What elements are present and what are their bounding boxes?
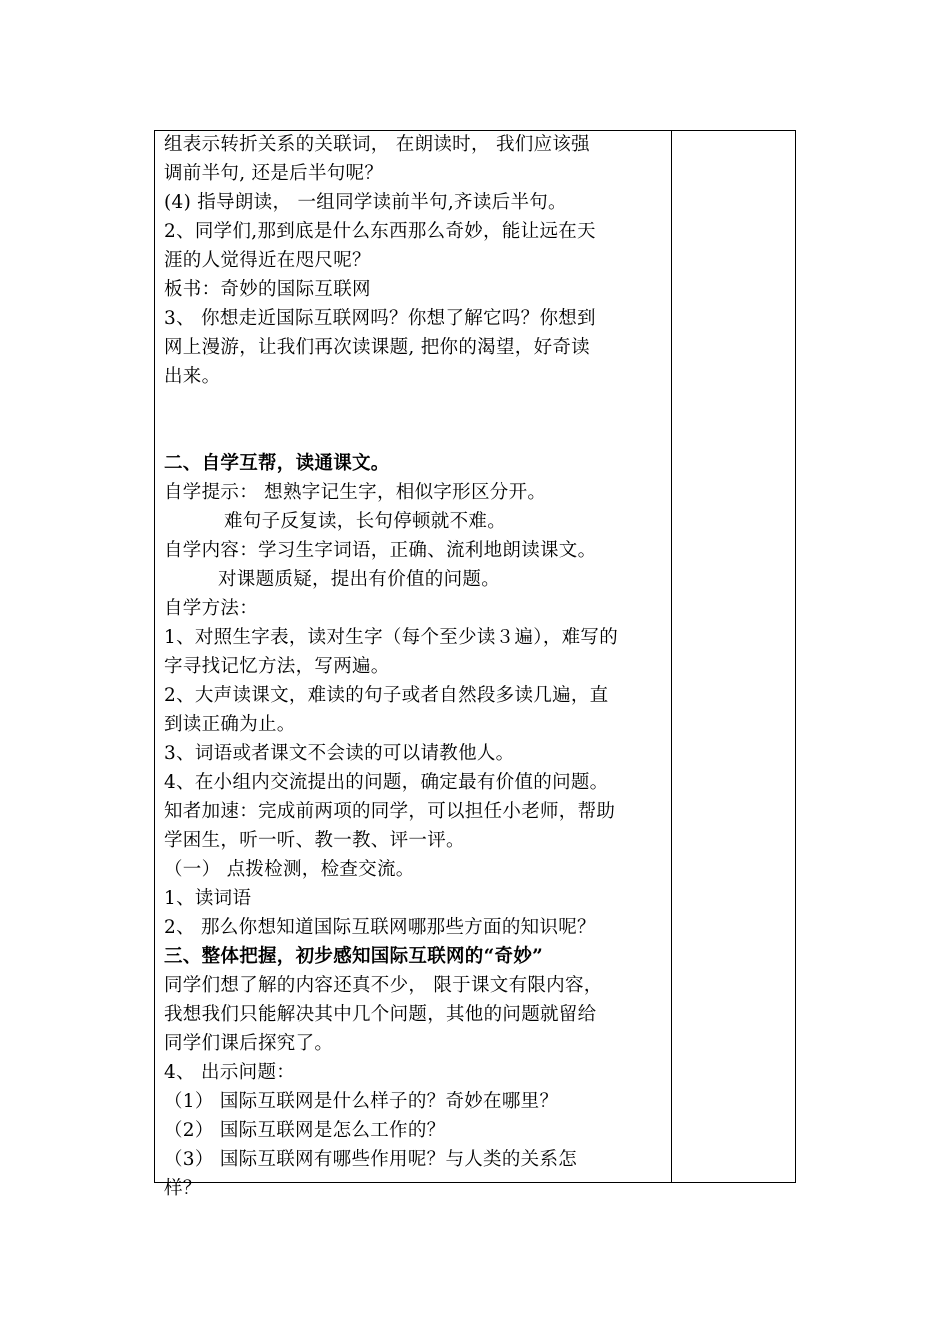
text-line: 2、同学们,那到底是什么东西那么奇妙，能让远在天 — [164, 221, 596, 242]
text-line: 出来。 — [164, 366, 221, 387]
section-heading: 二、自学互帮，读通课文。 — [164, 453, 390, 474]
section-heading: 三、整体把握，初步感知国际互联网的“奇妙” — [164, 946, 544, 967]
text-line: 组表示转折关系的关联词， 在朗读时， 我们应该强 — [164, 134, 590, 155]
text-line: (4) 指导朗读， 一组同学读前半句,齐读后半句。 — [164, 192, 567, 213]
text-line: 1、对照生字表，读对生字（每个至少读３遍），难写的 — [164, 627, 619, 648]
text-line: 难句子反复读，长句停顿就不难。 — [224, 511, 507, 532]
text-line: 对课题质疑，提出有价值的问题。 — [218, 569, 501, 590]
text-line: 4、 出示问题： — [164, 1062, 296, 1083]
text-line: 知者加速：完成前两项的同学，可以担任小老师，帮助 — [164, 801, 616, 822]
text-line: 3、词语或者课文不会读的可以请教他人。 — [164, 743, 515, 764]
text-line: 调前半句, 还是后半句呢？ — [164, 163, 384, 184]
text-line: （1） 国际互联网是什么样子的？奇妙在哪里？ — [164, 1091, 559, 1112]
text-line: 涯的人觉得近在咫尺呢？ — [164, 250, 371, 271]
text-line: 字寻找记忆方法，写两遍。 — [164, 656, 390, 677]
blank-line — [164, 391, 664, 420]
text-line: 同学们想了解的内容还真不少， 限于课文有限内容， — [164, 975, 603, 996]
text-line: 样？ — [164, 1178, 202, 1199]
text-line: 1、读词语 — [164, 888, 252, 909]
text-line: （一） 点拨检测，检查交流。 — [164, 859, 415, 880]
text-line: 网上漫游，让我们再次读课题, 把你的渴望，好奇读 — [164, 337, 590, 358]
text-line: 3、 你想走近国际互联网吗？你想了解它吗？你想到 — [164, 308, 596, 329]
column-divider — [671, 130, 672, 1183]
text-line: 2、大声读课文，难读的句子或者自然段多读几遍，直 — [164, 685, 609, 706]
text-line: 4、在小组内交流提出的问题，确定最有价值的问题。 — [164, 772, 609, 793]
text-line: 自学内容：学习生字词语，正确、流利地朗读课文。 — [164, 540, 597, 561]
text-line: 自学方法： — [164, 598, 259, 619]
text-line: 我想我们只能解决其中几个问题，其他的问题就留给 — [164, 1004, 597, 1025]
text-line: （3） 国际互联网有哪些作用呢？与人类的关系怎 — [164, 1149, 578, 1170]
lesson-content-cell — [164, 130, 664, 1203]
text-line: （2） 国际互联网是怎么工作的？ — [164, 1120, 446, 1141]
text-line: 同学们课后探究了。 — [164, 1033, 334, 1054]
text-line: 学困生，听一听、教一教、评一评。 — [164, 830, 465, 851]
blank-line — [164, 420, 664, 449]
text-line: 板书：奇妙的国际互联网 — [164, 279, 371, 300]
text-line: 自学提示： 想熟字记生字，相似字形区分开。 — [164, 482, 547, 503]
text-line: 到读正确为止。 — [164, 714, 296, 735]
text-line: 2、 那么你想知道国际互联网哪那些方面的知识呢？ — [164, 917, 596, 938]
